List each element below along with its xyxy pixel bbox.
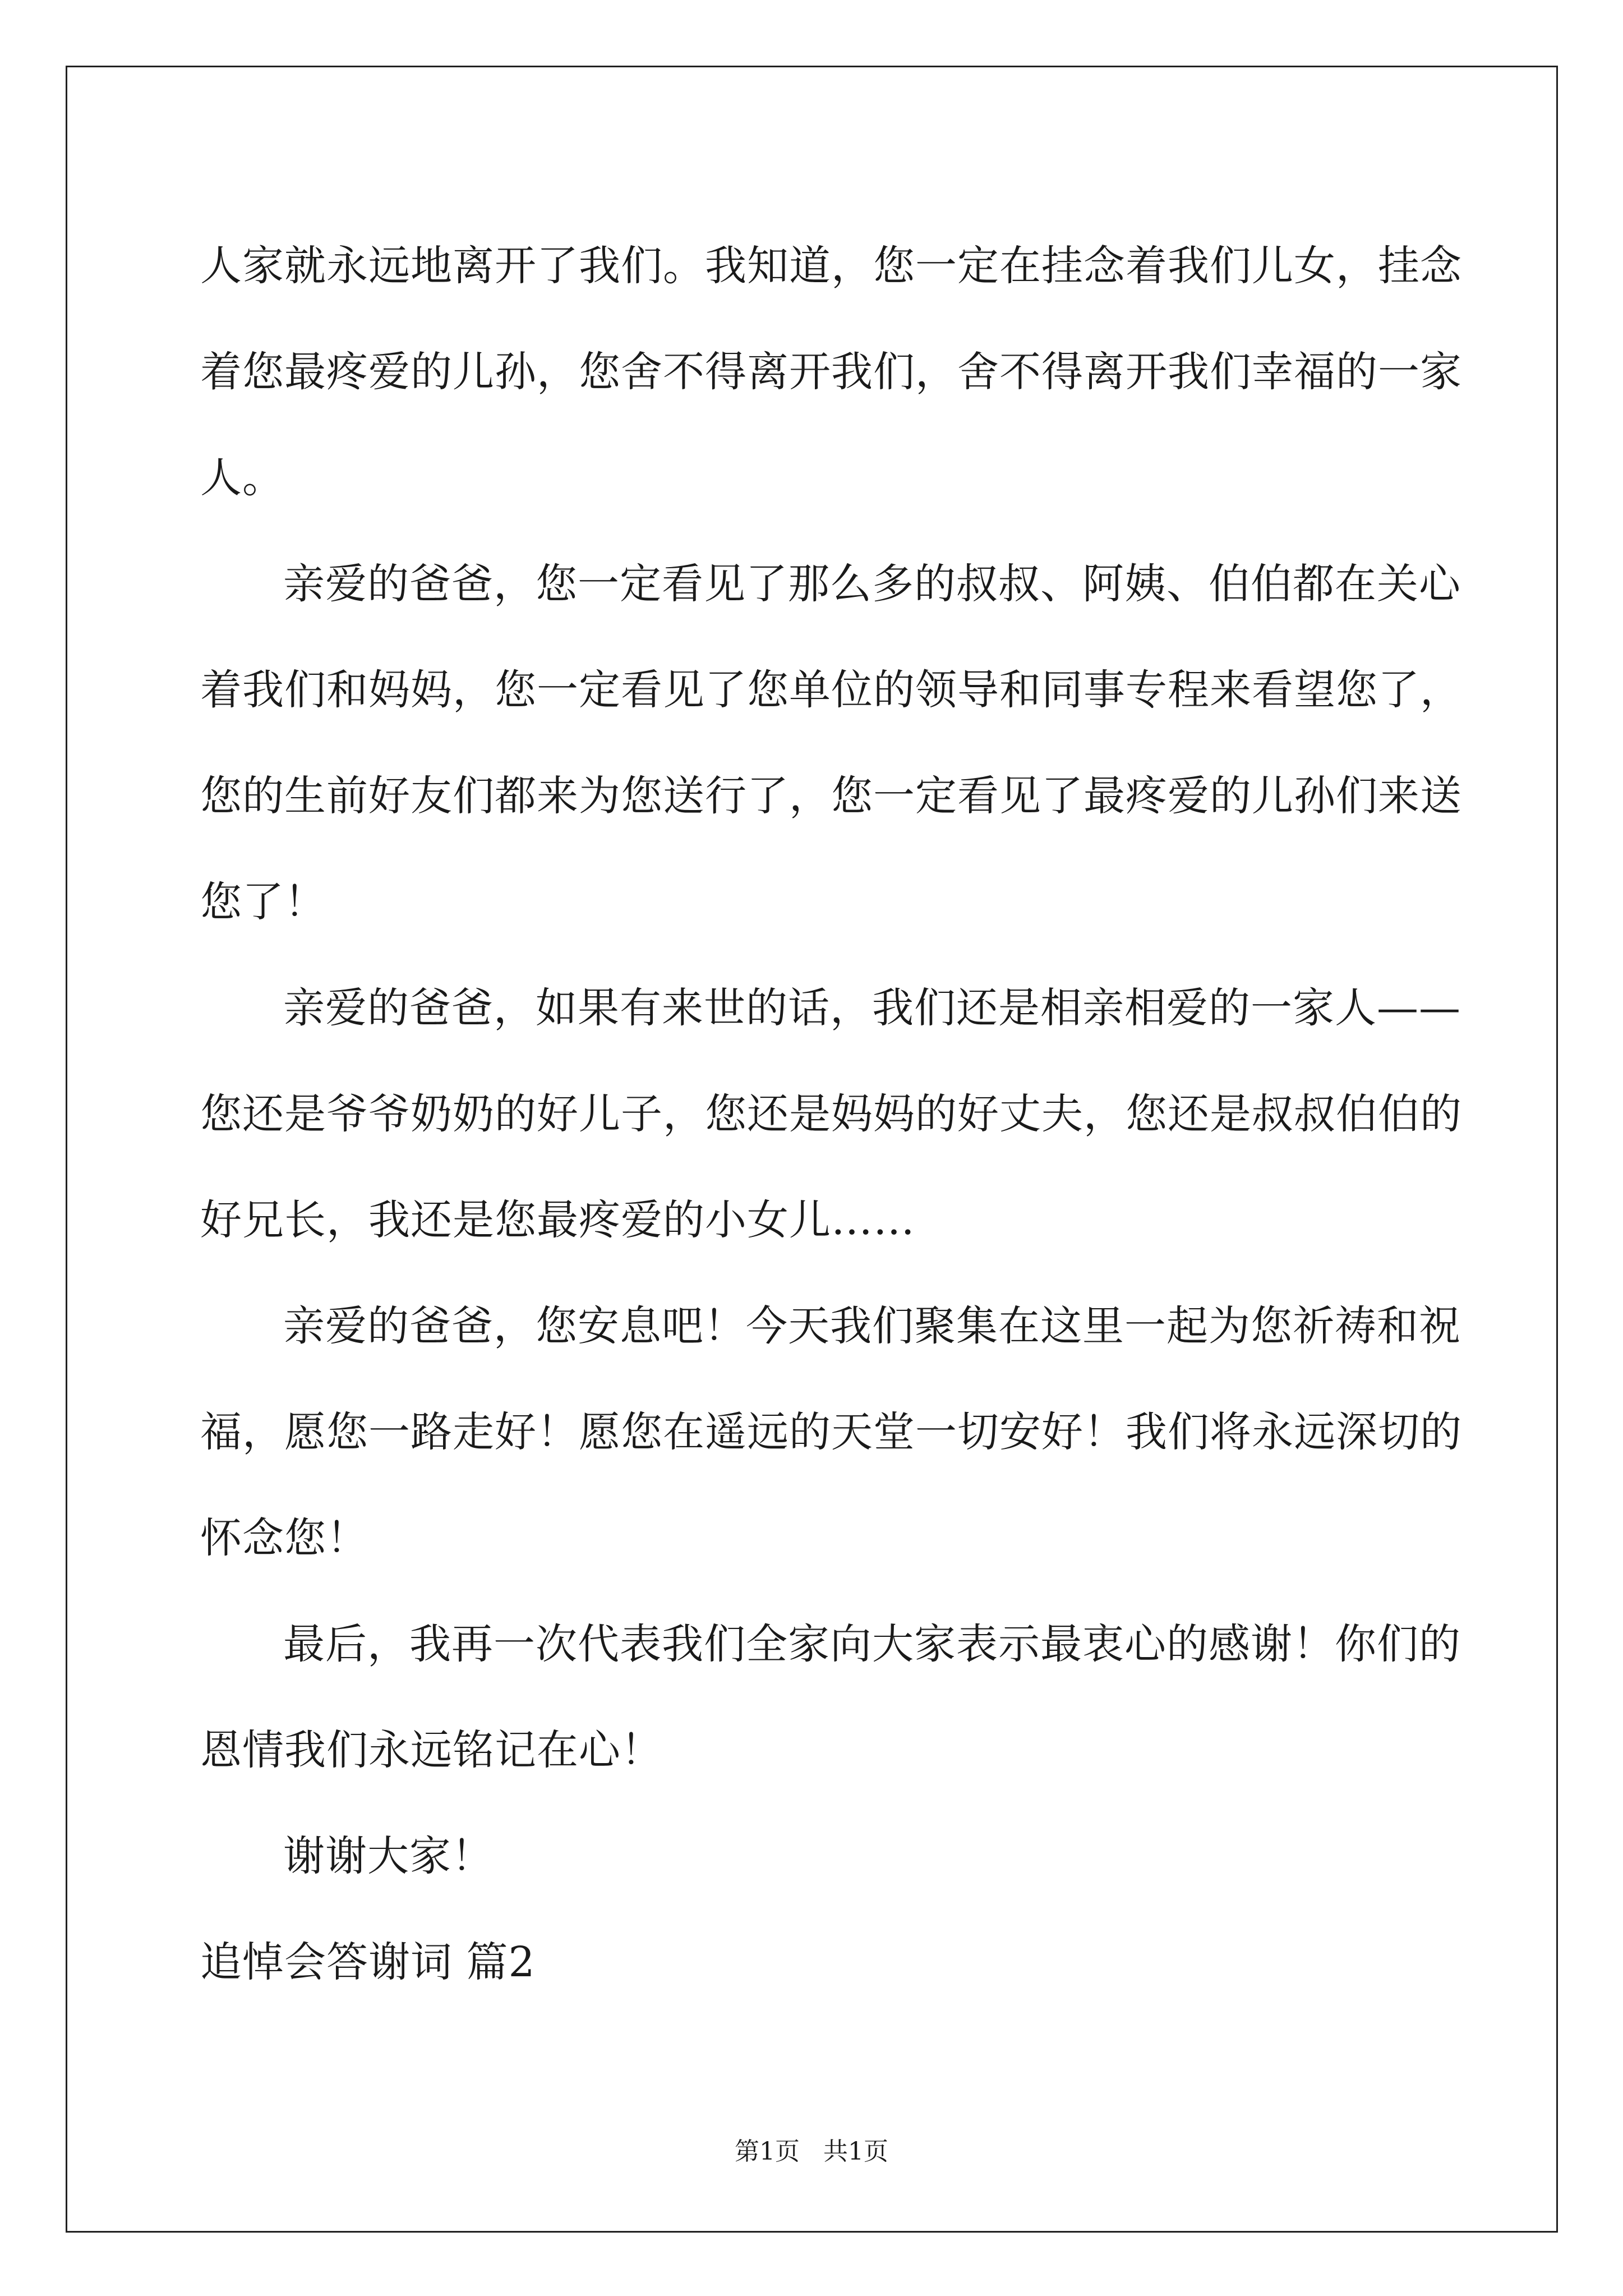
page-footer: 第1页 共1页 [735,2137,888,2166]
text-line: 您的生前好友们都来为您送行了，您一定看见了最疼爱的儿孙们来送 [200,772,1462,820]
text-line: 恩情我们永远铭记在心！ [200,1726,663,1774]
text-line: 福，愿您一路走好！愿您在遥远的天堂一切安好！我们将永远深切的 [200,1408,1462,1456]
text-line: 怀念您！ [200,1514,368,1562]
text-line: 亲爱的爸爸，如果有来世的话，我们还是相亲相爱的一家人—— [283,984,1461,1032]
text-line: 着您最疼爱的儿孙，您舍不得离开我们，舍不得离开我们幸福的一家 [200,348,1462,396]
text-line: 您还是爷爷奶奶的好儿子，您还是妈妈的好丈夫，您还是叔叔伯伯的 [200,1090,1462,1138]
text-line: 人。 [200,454,284,502]
text-line: 好兄长，我还是您最疼爱的小女儿…… [200,1196,915,1244]
text-line: 人家就永远地离开了我们。我知道，您一定在挂念着我们儿女，挂念 [200,242,1462,290]
text-line: 谢谢大家！ [283,1832,494,1880]
text-line: 最后，我再一次代表我们全家向大家表示最衷心的感谢！你们的 [283,1620,1461,1668]
document-body [200,213,1462,2016]
section-heading: 追悼会答谢词 篇2 [200,1938,536,1986]
text-line: 亲爱的爸爸，您一定看见了那么多的叔叔、阿姨、伯伯都在关心 [283,560,1461,608]
text-line: 亲爱的爸爸，您安息吧！今天我们聚集在这里一起为您祈祷和祝 [283,1302,1461,1350]
text-line: 您了！ [200,878,326,926]
text-line: 着我们和妈妈，您一定看见了您单位的领导和同事专程来看望您了， [200,666,1462,714]
